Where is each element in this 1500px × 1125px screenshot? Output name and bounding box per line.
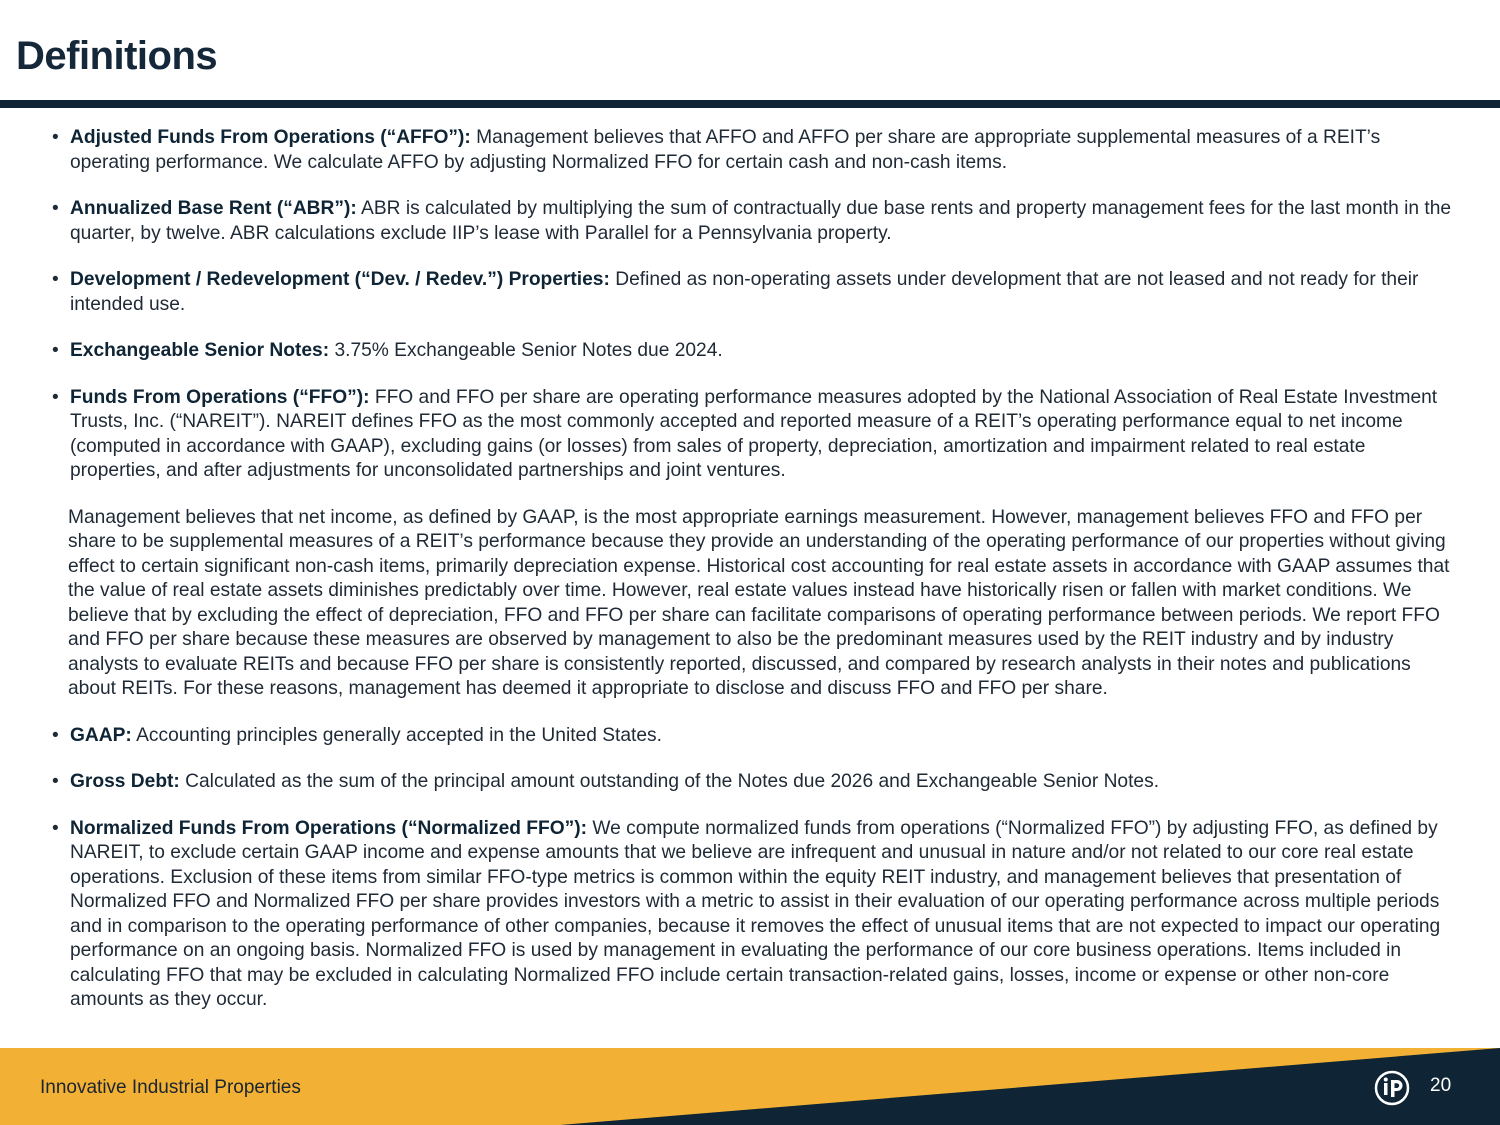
- definition-term: GAAP:: [70, 724, 132, 746]
- definition-ffo: [52, 386, 1452, 484]
- title-divider: [0, 100, 1500, 108]
- definition-term: Development / Redevelopment (“Dev. / Redev.”) Properties:: [70, 269, 610, 290]
- ffo-continuation-paragraph: Management believes that net income, as defined by GAAP, is the most appropriate earnings measurement. However, management believes FFO and FFO per share to be supplemental measures of a REIT’s performance because they provide an understanding of the operating performance of our properties without giving effect to certain significant non-cash items, primarily depreciation expense. Historical cost accounting for real estate assets in accordance with GAAP assumes that the value of real estate assets diminishes predictably over time. However, real estate values instead have historically risen or fallen with market conditions. We believe that by excluding the effect of depreciation, FFO and FFO per share can facilitate comparisons of operating performance between periods. We report FFO and FFO per share because these measures are observed by management to also be the predominant measures used by the REIT industry and by industry analysts to evaluate REITs and because FFO per share is consistently reported, discussed, and compared by research analysts in their notes and publications about REITs. For these reasons, management has deemed it appropriate to disclose and discuss FFO and FFO per share.: [68, 506, 1450, 699]
- definition-text: ABR is calculated by multiplying the sum of contractually due base rents and property management fees for the last month in the quarter, by twelve. ABR calculations exclude IIP’s lease with Parallel for a Pennsylvania property.: [70, 198, 1452, 244]
- bullet-icon: •: [52, 340, 59, 361]
- definition-text: FFO and FFO per share are operating performance measures adopted by the National Association of Real Estate Investment Trusts, Inc. (“NAREIT”). NAREIT defines FFO as the most commonly accepted and reported measure of a REIT’s operating performance equal to net income (computed in accordance with GAAP), excluding gains (or losses) from sales of property, depreciation, amortization and impairment related to real estate properties, and after adjustments for unconsolidated partnerships and joint ventures.: [70, 386, 1438, 481]
- bullet-icon: •: [52, 817, 59, 839]
- footer-company-name: Innovative Industrial Properties: [40, 1077, 301, 1098]
- definition-term: Gross Debt:: [70, 771, 180, 792]
- definition-affo: [52, 126, 1452, 175]
- page-number: 20: [1430, 1075, 1452, 1096]
- definition-gross-debt: [52, 770, 1452, 795]
- definition-text: Accounting principles generally accepted in the United States.: [131, 724, 662, 746]
- bullet-icon: •: [52, 269, 59, 290]
- definition-abr: [52, 197, 1452, 246]
- definition-text: Calculated as the sum of the principal amount outstanding of the Notes due 2026 and Exchangeable Senior Notes.: [179, 771, 1160, 792]
- bullet-icon: •: [52, 198, 59, 219]
- definition-term: Funds From Operations (“FFO”):: [70, 386, 370, 408]
- definition-text: 3.75% Exchangeable Senior Notes due 2024.: [329, 340, 723, 361]
- definition-dev-redev: [52, 268, 1452, 317]
- definition-term: Annualized Base Rent (“ABR”):: [70, 198, 357, 219]
- company-logo-icon: [1374, 1070, 1410, 1106]
- definition-text: Defined as non-operating assets under development that are not leased and not ready for their intended use.: [70, 269, 1419, 315]
- definitions-list: [52, 126, 1452, 1035]
- definition-normalized-ffo: [52, 817, 1452, 1013]
- page-title: Definitions: [16, 34, 218, 78]
- bullet-icon: •: [52, 724, 59, 746]
- bullet-icon: •: [52, 771, 59, 792]
- definition-gaap: [52, 724, 1452, 749]
- definition-exchangeable-notes: [52, 339, 1452, 364]
- bullet-icon: •: [52, 127, 59, 148]
- definition-term: Adjusted Funds From Operations (“AFFO”):: [70, 127, 471, 148]
- definition-text: We compute normalized funds from operations (“Normalized FFO”) by adjusting FFO, as defined by NAREIT, to exclude certain GAAP income and expense amounts that we believe are infrequent and unusual in nature and/or not related to our core real estate operations. Exclusion of these items from similar FFO-type metrics is common within the equity REIT industry, and management believes that presentation of Normalized FFO and Normalized FFO per share provides investors with a metric to assist in their evaluation of our operating performance across multiple periods and in comparison to the operating performance of other companies, because it removes the effect of unusual items that are not expected to impact our operating performance on an ongoing basis. Normalized FFO is used by management in evaluating the performance of our core business operations. Items included in calculating FFO that may be excluded in calculating Normalized FFO include certain transaction-related gains, losses, income or expense or other non-core amounts as they occur.: [70, 817, 1441, 1010]
- definition-text: Management believes that AFFO and AFFO per share are appropriate supplemental measures of a REIT’s operating performance. We calculate AFFO by adjusting Normalized FFO for certain cash and non-cash items.: [70, 127, 1381, 173]
- definition-term: Normalized Funds From Operations (“Normalized FFO”):: [70, 817, 588, 839]
- bullet-icon: •: [52, 386, 59, 408]
- definition-term: Exchangeable Senior Notes:: [70, 340, 330, 361]
